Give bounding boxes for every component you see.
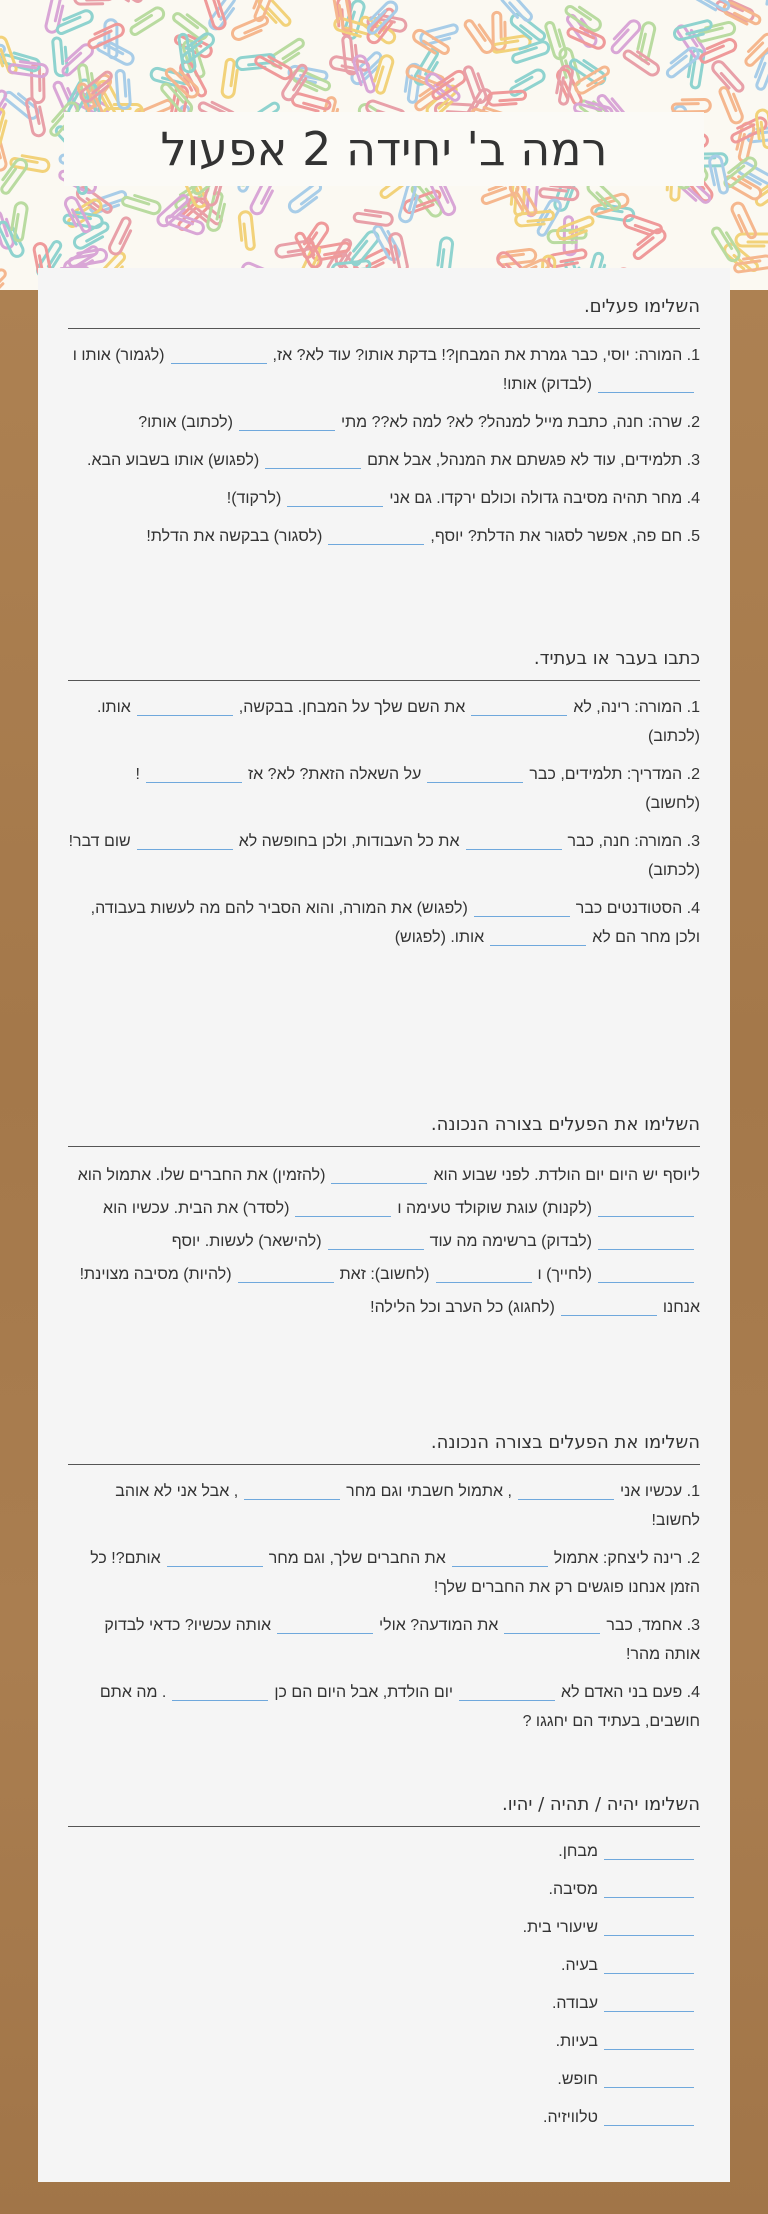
section-heading: השלימו יהיה / תהיה / יהיו.: [68, 1794, 700, 1827]
answer-blank[interactable]: [244, 1479, 340, 1500]
answer-blank[interactable]: [331, 1163, 427, 1184]
answer-blank[interactable]: [474, 896, 570, 917]
answer-blank[interactable]: [490, 925, 586, 946]
answer-blank[interactable]: [167, 1546, 263, 1567]
paperclip-decoration: [736, 234, 768, 246]
exercise-item: 2. רינה ליצחק: אתמולאת החברים שלך, וגם מחראותם?! כל הזמן אנחנו פוגשים רק את החברים שלך!: [68, 1544, 700, 1602]
paperclip-decoration: [239, 211, 255, 250]
paperclip-decoration: [127, 6, 166, 36]
title-banner: [64, 112, 704, 186]
answer-blank[interactable]: [604, 2067, 694, 2088]
answer-blank[interactable]: [239, 410, 335, 431]
answer-blank[interactable]: [604, 2105, 694, 2126]
paperclip-decoration: [0, 268, 10, 290]
answer-blank[interactable]: [146, 762, 242, 783]
exercise-paragraph: ליוסף יש היום יום הולדת. לפני שבוע הוא(להזמין) את החברים שלו. אתמול הוא(לקנות) עוגת שוקולד טעימה ו(לסדר) את הבית. עכשיו הוא(לבדוק) ברשימה מה עוד(להישאר) לעשות. יוסף(לחייך) ו(לחשוב): זאת(להיות) מסיבה מצוינת! אנחנו(לחגוג) כל הערב וכל הלילה!: [68, 1159, 700, 1324]
worksheet-paper: [38, 268, 730, 2182]
answer-blank[interactable]: [466, 829, 562, 850]
answer-blank[interactable]: [518, 1479, 614, 1500]
answer-blank[interactable]: [287, 486, 383, 507]
paperclip-decoration: [354, 209, 393, 226]
paperclip-decoration: [105, 0, 143, 6]
section-yihye: [68, 1794, 700, 2141]
exercise-item: 3. אחמד, כבראת המודעה? אוליאותה עכשיו? כדאי לבדוק אותה מהר!: [68, 1611, 700, 1669]
section-past-future: [68, 648, 700, 961]
paperclip-decoration: [0, 108, 9, 148]
exercise-item: 4. פעם בני האדם לאיום הולדת, אבל היום הם כן. מה אתם חושבים, בעתיד הם יחגגו ?: [68, 1678, 700, 1736]
exercise-item: 4. מחר תהיה מסיבה גדולה וכולם ירקדו. גם אני(לרקוד)!: [68, 484, 700, 513]
list-item: עבודה.: [68, 1989, 700, 2018]
section-complete-verbs: [68, 296, 700, 560]
exercise-item: 1. המורה: יוסי, כבר גמרת את המבחן?! בדקת אותו? עוד לא? אז,(לגמור) אותו ו(לבדוק) אותו!: [68, 341, 700, 399]
answer-blank[interactable]: [561, 1295, 657, 1316]
answer-blank[interactable]: [452, 1546, 548, 1567]
paperclip-decoration: [116, 70, 131, 109]
answer-blank[interactable]: [471, 695, 567, 716]
paperclip-decoration: [108, 217, 135, 256]
answer-blank[interactable]: [328, 524, 424, 545]
answer-blank[interactable]: [598, 372, 694, 393]
paperclip-decoration: [630, 227, 667, 260]
paperclip-decoration: [623, 214, 663, 238]
paperclip-decoration: [122, 193, 162, 216]
exercise-item: 1. עכשיו אני, אתמול חשבתי וגם מחר, אבל אני לא אוהב לחשוב!: [68, 1477, 700, 1535]
answer-blank[interactable]: [265, 448, 361, 469]
exercise-item: 4. הסטודנטים כבר(לפגוש) את המורה, והוא הסביר להם מה לעשות בעבודה, ולכן מחר הם לאאותו. (לפגוש): [68, 894, 700, 952]
page-title: רמה ב' יחידה 2 אפעול: [160, 122, 608, 176]
answer-blank[interactable]: [598, 1229, 694, 1250]
answer-blank[interactable]: [137, 695, 233, 716]
exercise-item: 3. תלמידים, עוד לא פגשתם את המנהל, אבל אתם(לפגוש) אותו בשבוע הבא.: [68, 446, 700, 475]
paperclip-decoration: [52, 37, 67, 76]
exercise-item: 3. המורה: חנה, כבראת כל העבודות, ולכן בחופשה לאשום דבר! (לכתוב): [68, 827, 700, 885]
list-item: חופש.: [68, 2065, 700, 2094]
paperclip-decoration: [74, 0, 112, 4]
section-heading: השלימו את הפעלים בצורה הנכונה.: [68, 1432, 700, 1465]
answer-blank[interactable]: [295, 1196, 391, 1217]
answer-blank[interactable]: [604, 1953, 694, 1974]
paperclip-decoration: [287, 182, 325, 214]
section-story-verbs: [68, 1114, 700, 1333]
list-item: מבחן.: [68, 1837, 700, 1866]
paperclip-decoration: [741, 32, 768, 67]
paperclip-decoration: [464, 17, 496, 55]
exercise-item: 2. שרה: חנה, כתבת מייל למנהל? לא? למה לא?? מתי(לכתוב) אותו?: [68, 408, 700, 437]
list-item: מסיבה.: [68, 1875, 700, 1904]
exercise-item: 2. המדריך: תלמידים, כברעל השאלה הזאת? לא? אז! (לחשוב): [68, 760, 700, 818]
answer-blank[interactable]: [598, 1196, 694, 1217]
answer-blank[interactable]: [137, 829, 233, 850]
answer-blank[interactable]: [604, 1839, 694, 1860]
list-item: בעיות.: [68, 2027, 700, 2056]
paperclip-decoration: [463, 64, 487, 104]
exercise-item: 1. המורה: רינה, לאאת השם שלך על המבחן. בבקשה,אותו. (לכתוב): [68, 693, 700, 751]
answer-blank[interactable]: [604, 2029, 694, 2050]
answer-blank[interactable]: [427, 762, 523, 783]
answer-blank[interactable]: [604, 1991, 694, 2012]
answer-blank[interactable]: [238, 1262, 334, 1283]
answer-blank[interactable]: [504, 1613, 600, 1634]
answer-blank[interactable]: [172, 1680, 268, 1701]
section-heading: השלימו את הפעלים בצורה הנכונה.: [68, 1114, 700, 1147]
paperclip-decoration: [231, 15, 271, 41]
answer-blank[interactable]: [277, 1613, 373, 1634]
section-correct-form: [68, 1432, 700, 1745]
list-item: שיעורי בית.: [68, 1913, 700, 1942]
paperclip-decoration: [545, 20, 568, 60]
list-item: טלוויזיה.: [68, 2103, 700, 2132]
paperclip-decoration: [45, 0, 65, 33]
paperclip-decoration: [398, 183, 420, 223]
answer-blank[interactable]: [436, 1262, 532, 1283]
answer-blank[interactable]: [171, 343, 267, 364]
answer-blank[interactable]: [604, 1915, 694, 1936]
answer-blank[interactable]: [598, 1262, 694, 1283]
answer-blank[interactable]: [459, 1680, 555, 1701]
answer-blank[interactable]: [328, 1229, 424, 1250]
exercise-item: 5. חם פה, אפשר לסגור את הדלת? יוסף,(לסגור) בבקשה את הדלת!: [68, 522, 700, 551]
section-heading: כתבו בעבר או בעתיד.: [68, 648, 700, 681]
section-heading: השלימו פעלים.: [68, 296, 700, 329]
answer-blank[interactable]: [604, 1877, 694, 1898]
list-item: בעיה.: [68, 1951, 700, 1980]
